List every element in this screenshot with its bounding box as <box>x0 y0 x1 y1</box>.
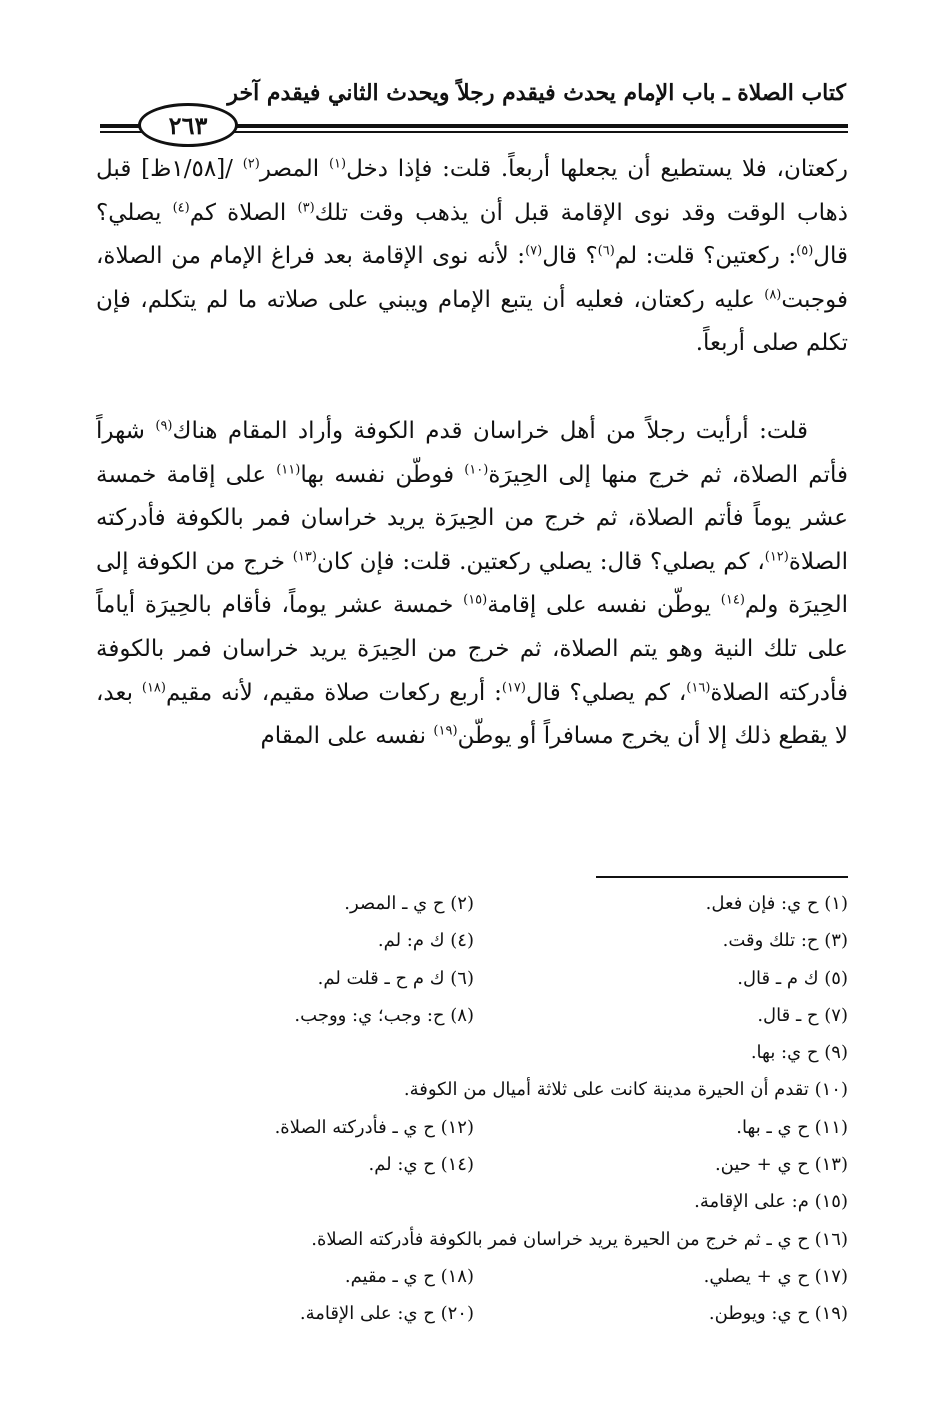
footnote-ref: (٨) <box>764 287 782 303</box>
footnote: (١٢) ح ي ـ فأدركته الصلاة. <box>274 1116 474 1138</box>
footnote-ref: (١٥) <box>463 592 488 608</box>
footnote-ref: (١) <box>328 156 347 172</box>
footnote: (١٣) ح ي + حين. <box>714 1154 848 1176</box>
footnote-ref: (٧) <box>525 243 543 259</box>
footnote: (٨) ح: وجب؛ ي: ووجب. <box>294 1004 474 1026</box>
footnote: (١٥) م: على الإقامة. <box>694 1191 848 1213</box>
footnote: (٧) ح ـ قال. <box>757 1004 848 1026</box>
footnote: (٢٠) ح ي: على الإقامة. <box>299 1303 474 1325</box>
footnote: (١) ح ي: فإن فعل. <box>705 893 848 914</box>
footnote-ref: (١٢) <box>764 549 789 565</box>
footnote-row <box>96 1109 848 1146</box>
footnote-ref: (٥) <box>796 243 814 259</box>
footnote-ref: (١١) <box>276 461 301 477</box>
footnote-ref: (٢) <box>242 156 260 172</box>
footnote-ref: (١٤) <box>720 592 745 608</box>
footnote: (١٩) ح ي: ويوطن. <box>708 1303 848 1325</box>
footnote-row <box>96 1183 848 1220</box>
footnote: (٤) ك م: لم. <box>377 930 474 952</box>
footnote-ref: (٦) <box>597 243 615 259</box>
footnote-row <box>96 1146 848 1183</box>
footnote-row <box>96 1295 848 1332</box>
footnote-row <box>96 997 848 1034</box>
footnote-row <box>96 960 848 997</box>
footnote-row <box>96 885 848 922</box>
footnote-row <box>96 1258 848 1295</box>
running-header: كتاب الصلاة ـ باب الإمام يحدث فيقدم رجلاً ويحدث الثاني فيقدم آخر <box>227 80 846 106</box>
footnote-ref: (١٦) <box>686 679 711 695</box>
footnote-ref: (٤) <box>172 199 190 215</box>
footnote-ref: (١٧) <box>501 679 526 695</box>
footnote-ref: (٣) <box>297 199 315 215</box>
footnote: (٣) ح: تلك وقت. <box>722 930 848 952</box>
footnote: (٥) ك م ـ قال. <box>737 967 848 989</box>
footnote-ref: (١٩) <box>433 723 458 739</box>
footnote: (٦) ك م ح ـ قلت لم. <box>317 967 474 989</box>
footnote-ref: (١٨) <box>141 679 166 695</box>
footnote: (١٨) ح ي ـ مقيم. <box>344 1265 474 1287</box>
footnote-row <box>96 1071 848 1108</box>
paragraph-2: قلت: أرأيت رجلاً من أهل خراسان قدم الكوفة وأراد المقام هناك$^{(٩)}$ شهراً فأتم الصلاة، ثم خرج منها إلى الحِيرَة$^{(١٠)}$ فوطّن نفسه بها$^{(١١)}$ على إقامة خمسة عشر يوماً فأتم الصلاة، ثم خرج من الحِيرَة يريد خراسان فمر بالكوفة فأدركته الصلاة$^{(١٢)}$، كم يصلي؟ قال: يصلي ركعتين. قلت: فإن كان$^{(١٣)}$ خرج من الكوفة إلى الحِيرَة ولم$^{(١٤)}$ يوطّن نفسه على إقامة$^{(١٥)}$ خمسة عشر يوماً، فأقام بالحِيرَة أياماً على تلك النية وهو يتم الصلاة، ثم خرج من الحِيرَة يريد خراسان فمر بالكوفة فأدركته الصلاة$^{(١٦)}$، كم يصلي؟ قال$^{(١٧)}$: أربع ركعات صلاة مقيم، لأنه مقيم$^{(١٨)}$ بعد، لا يقطع ذلك إلا أن يخرج مسافراً أو يوطّن$^{(١٩)}$ نفسه على المقام <box>96 418 848 750</box>
footnote-separator <box>596 876 848 878</box>
footnote-row <box>96 1034 848 1071</box>
footnotes <box>96 885 848 1333</box>
footnote: (٢) ح ي ـ المصر. <box>344 893 474 914</box>
footnote: (٩) ح ي: بها. <box>750 1042 848 1064</box>
page-number: ٢٦٣ <box>138 103 238 147</box>
footnote: (١٤) ح ي: لم. <box>368 1154 474 1176</box>
paragraph-1: ركعتان، فلا يستطيع أن يجعلها أربعاً. قلت: فإذا دخل$^{(١)}$ المصر$^{(٢)}$ /[١/٥٨ظ] قبل ذهاب الوقت وقد نوى الإقامة قبل أن يذهب وقت تلك$^{(٣)}$ الصلاة كم$^{(٤)}$ يصلي؟ قال$^{(٥)}$: ركعتين؟ قلت: لم$^{(٦)}$؟ قال$^{(٧)}$: لأنه نوى الإقامة بعد فراغ الإمام من الصلاة، فوجبت$^{(٨)}$ عليه ركعتان، فعليه أن يتبع الإمام ويبني على صلاته ما لم يتكلم، فإن تكلم صلى أربعاً. <box>96 156 849 357</box>
footnote-row <box>96 1221 848 1258</box>
footnote-ref: (٩) <box>155 418 173 434</box>
footnote: (١٦) ح ي ـ ثم خرج من الحيرة يريد خراسان فمر بالكوفة فأدركته الصلاة. <box>311 1228 848 1250</box>
footnote-row <box>96 922 848 959</box>
footnote: (١١) ح ي ـ بها. <box>736 1116 848 1138</box>
footnote-ref: (١٠) <box>464 461 489 477</box>
footnote: (١٠) تقدم أن الحيرة مدينة كانت على ثلاثة أميال من الكوفة. <box>403 1079 848 1101</box>
footnote: (١٧) ح ي + يصلي. <box>703 1265 848 1287</box>
footnote-ref: (١٣) <box>292 549 317 565</box>
